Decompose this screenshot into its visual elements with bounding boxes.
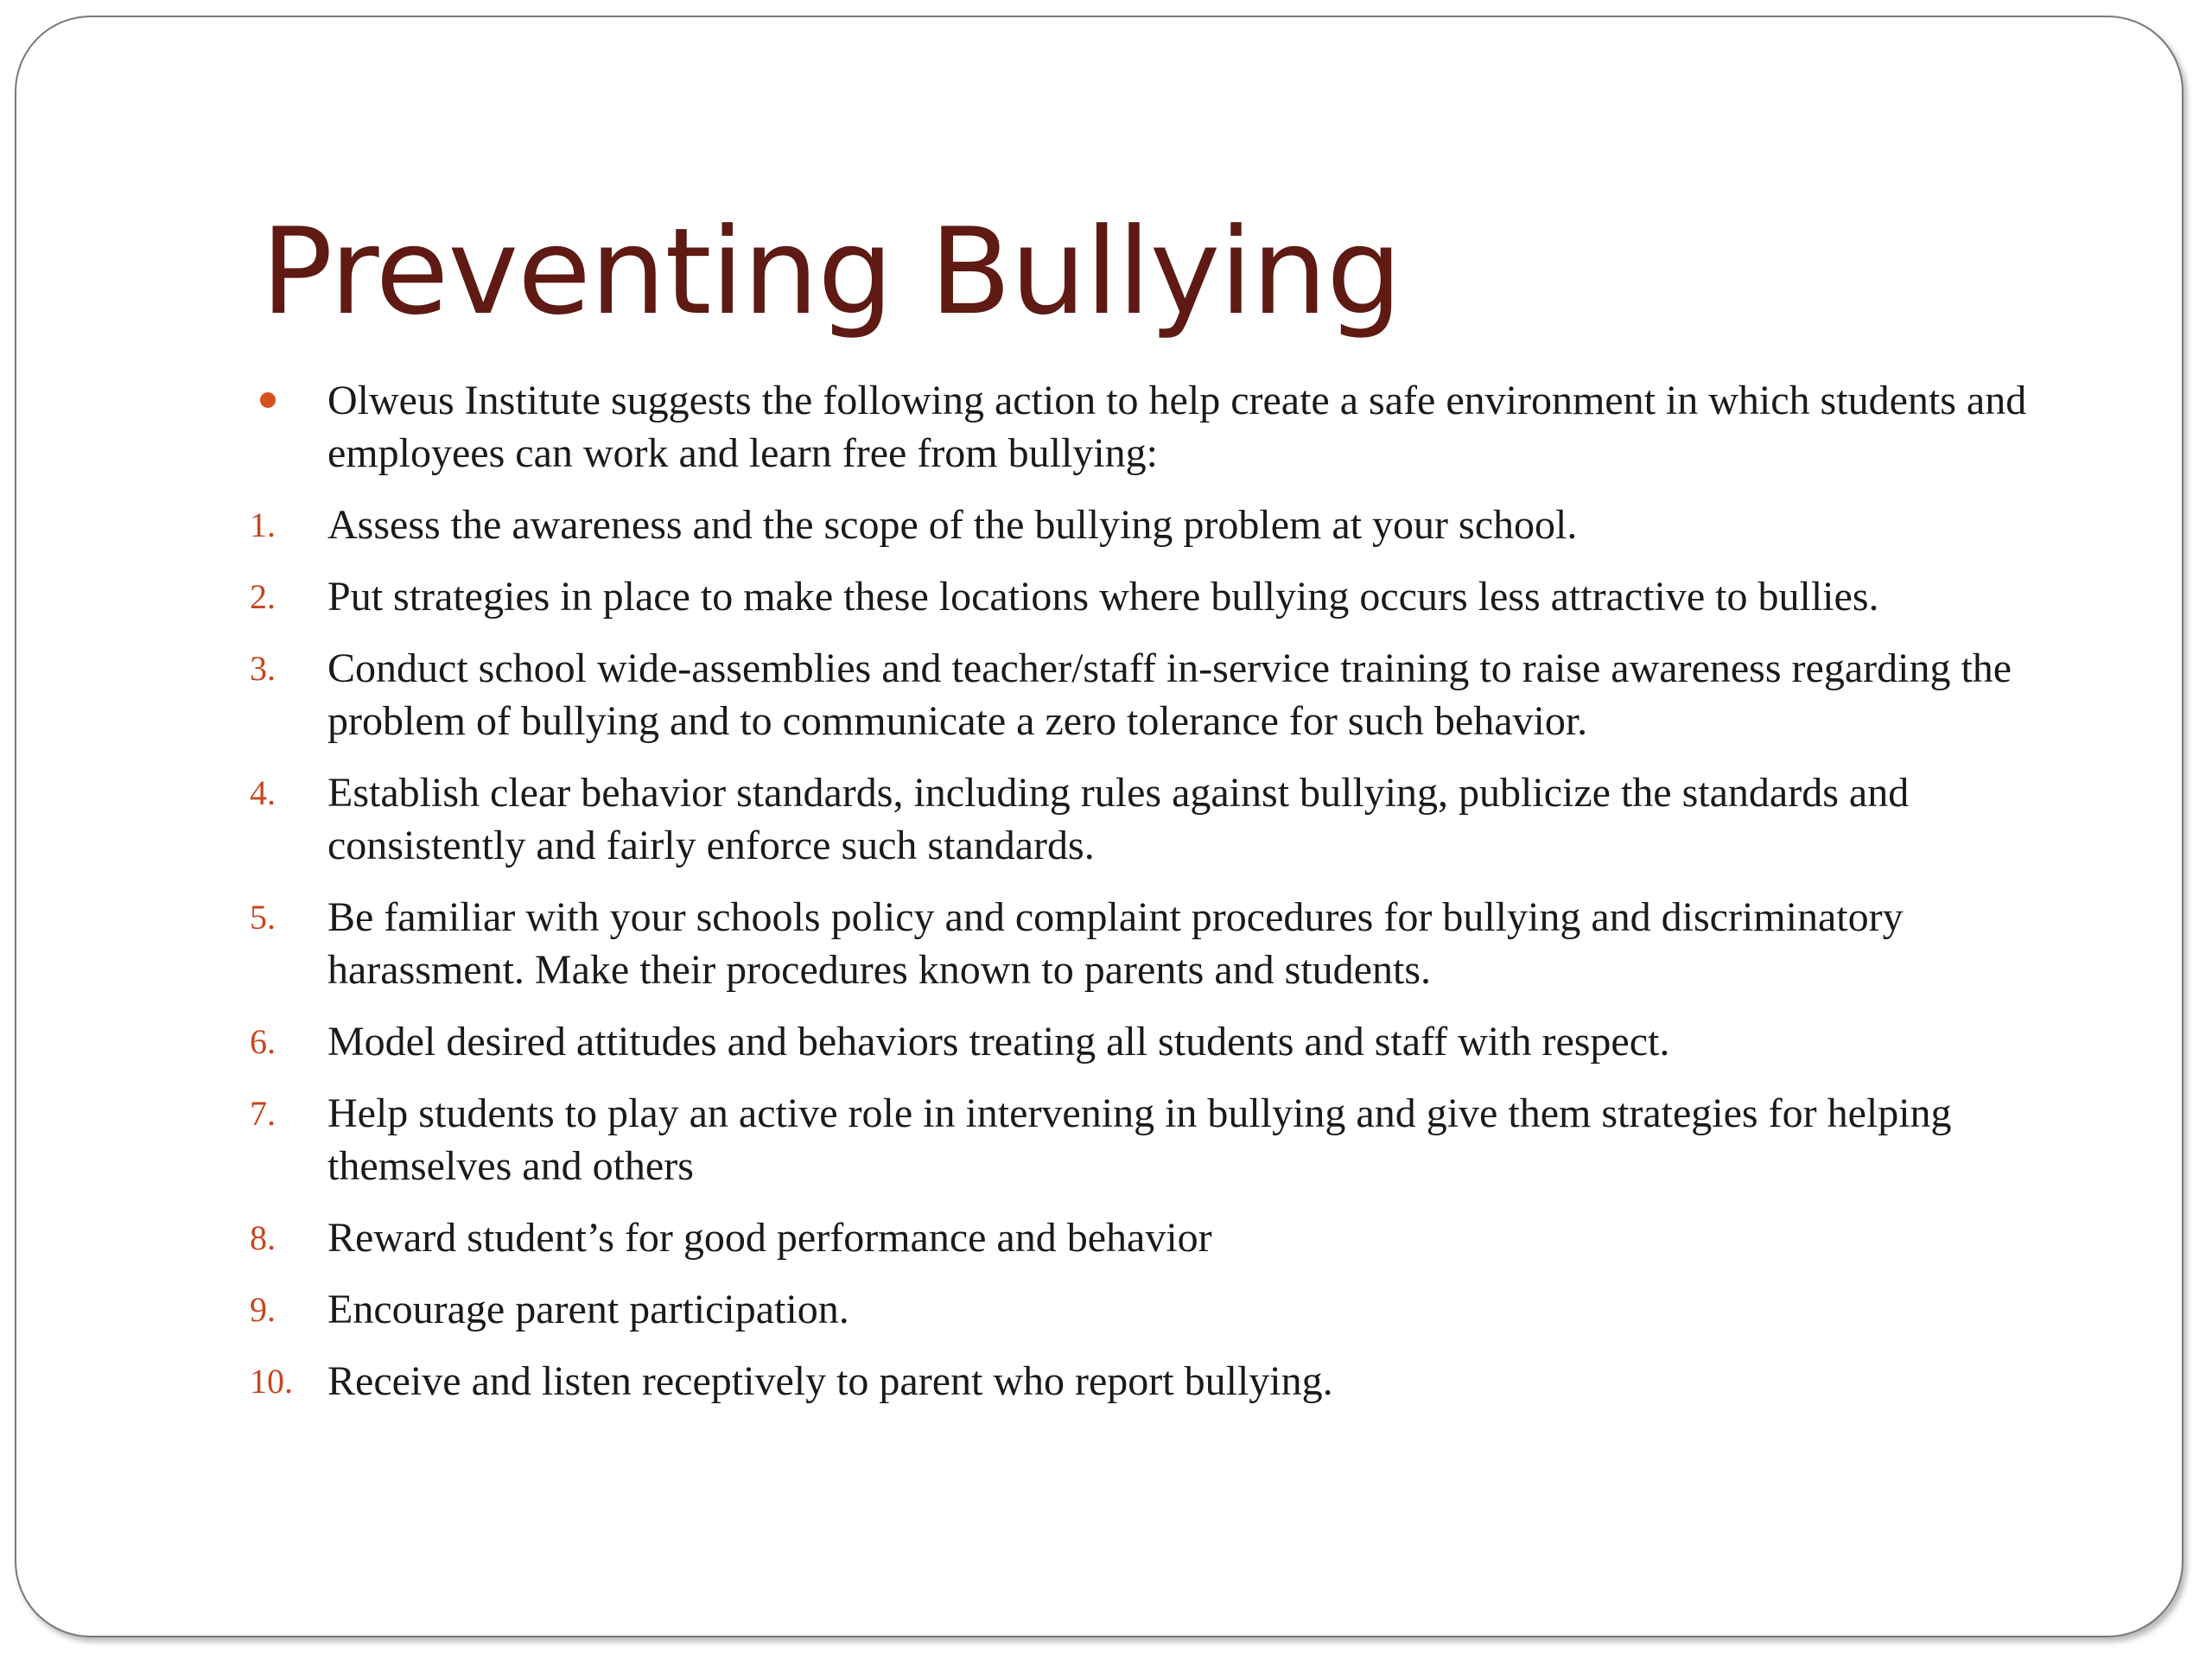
list-item xyxy=(250,1015,2082,1068)
intro-bullet xyxy=(250,374,2082,480)
slide-content xyxy=(250,374,2082,1427)
list-item xyxy=(250,1283,2082,1336)
item-number: 5. xyxy=(250,898,276,937)
list-item xyxy=(250,570,2082,623)
item-number: 9. xyxy=(250,1290,276,1329)
item-text: Model desired attitudes and behaviors treating all students and staff with respect. xyxy=(327,1019,1670,1065)
bullet-dot-icon xyxy=(260,392,276,408)
list-item xyxy=(250,1087,2082,1192)
item-number: 10. xyxy=(250,1362,293,1401)
list-item xyxy=(250,766,2082,872)
item-number: 3. xyxy=(250,649,276,688)
item-number: 6. xyxy=(250,1022,276,1061)
bullet-marker xyxy=(250,374,327,427)
list-item xyxy=(250,642,2082,747)
item-text: Reward student’s for good performance and behavior xyxy=(327,1215,1212,1261)
item-text: Establish clear behavior standards, including rules against bullying, publicize the standards and consistently and fairly enforce such standards. xyxy=(327,770,1910,868)
item-text: Conduct school wide-assemblies and teacher/staff in-service training to raise awareness regarding the problem of bullying and to communicate a zero tolerance for such behavior. xyxy=(327,645,2012,744)
list-item xyxy=(250,1211,2082,1264)
item-number: 8. xyxy=(250,1218,276,1257)
item-text: Be familiar with your schools policy and complaint procedures for bullying and discriminatory harassment. Make their procedures known to parents and students. xyxy=(327,894,1904,993)
item-text: Encourage parent participation. xyxy=(327,1287,849,1332)
item-number: 1. xyxy=(250,505,276,544)
item-text: Put strategies in place to make these locations where bullying occurs less attractive to bullies. xyxy=(327,574,1879,620)
item-text: Help students to play an active role in intervening in bullying and give them strategies for helping themselves and others xyxy=(327,1090,1952,1189)
item-text: Receive and listen receptively to parent who report bullying. xyxy=(327,1358,1333,1404)
item-number: 4. xyxy=(250,773,276,812)
item-number: 7. xyxy=(250,1094,276,1133)
item-number: 2. xyxy=(250,577,276,616)
list-item xyxy=(250,1355,2082,1408)
slide-frame xyxy=(15,16,2183,1637)
list-item xyxy=(250,499,2082,551)
intro-text: Olweus Institute suggests the following action to help create a safe environment in which students and employees can work and learn free from bullying: xyxy=(327,378,2027,476)
slide-title: Preventing Bullying xyxy=(261,202,1402,341)
list-item xyxy=(250,891,2082,996)
item-text: Assess the awareness and the scope of the bullying problem at your school. xyxy=(327,502,1578,548)
